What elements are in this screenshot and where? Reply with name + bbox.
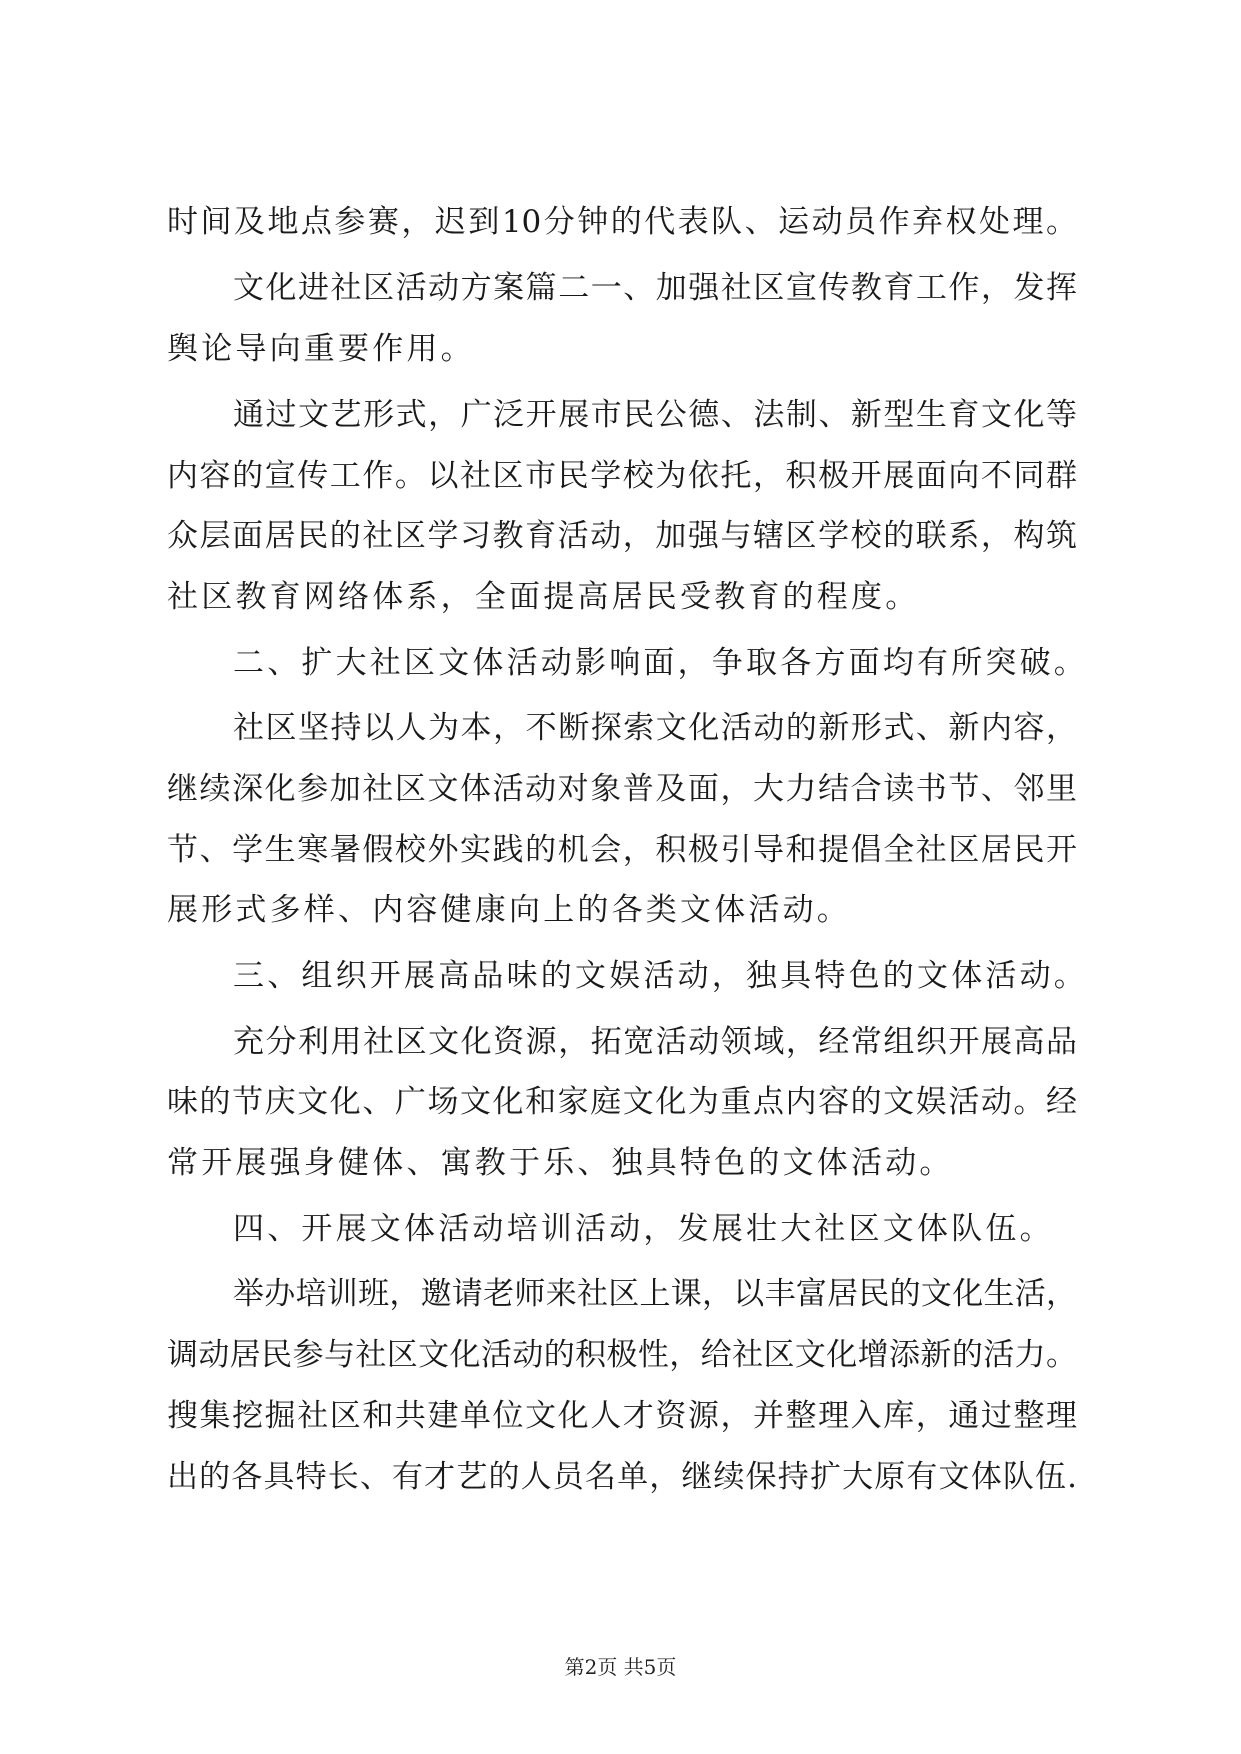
text-line: 味的节庆文化、广场文化和家庭文化为重点内容的文娱活动。经: [167, 1084, 1077, 1120]
text-line: 二、扩大社区文体活动影响面，争取各方面均有所突破。: [233, 645, 1088, 681]
text-line: 时间及地点参赛，迟到10分钟的代表队、运动员作弃权处理。: [167, 204, 1077, 240]
text-line: 充分利用社区文化资源，拓宽活动领域，经常组织开展高品: [233, 1024, 1077, 1060]
text-line: 通过文艺形式，广泛开展市民公德、法制、新型生育文化等: [233, 397, 1077, 433]
text-line: 社区教育网络体系，全面提高居民受教育的程度。: [167, 579, 920, 615]
text-line: 搜集挖掘社区和共建单位文化人才资源，并整理入库，通过整理: [167, 1398, 1077, 1434]
text-line: 社区坚持以人为本，不断探索文化活动的新形式、新内容，: [233, 710, 1077, 746]
text-line: 调动居民参与社区文化活动的积极性，给社区文化增添新的活力。: [167, 1337, 1077, 1373]
text-line: 展形式多样、内容健康向上的各类文体活动。: [167, 892, 851, 928]
text-line: 内容的宣传工作。以社区市民学校为依托，积极开展面向不同群: [167, 458, 1077, 494]
text-line: 三、组织开展高品味的文娱活动，独具特色的文体活动。: [233, 958, 1088, 994]
text-line: 继续深化参加社区文体活动对象普及面，大力结合读书节、邻里: [167, 771, 1077, 807]
text-line: 四、开展文体活动培训活动，发展壮大社区文体队伍。: [233, 1211, 1054, 1247]
text-line: 文化进社区活动方案篇二一、加强社区宣传教育工作，发挥: [233, 270, 1077, 306]
text-line: 举办培训班，邀请老师来社区上课，以丰富居民的文化生活，: [233, 1276, 1077, 1312]
text-line: 节、学生寒暑假校外实践的机会，积极引导和提倡全社区居民开: [167, 832, 1077, 868]
text-line: 众层面居民的社区学习教育活动，加强与辖区学校的联系，构筑: [167, 518, 1077, 554]
text-line: 常开展强身健体、寓教于乐、独具特色的文体活动。: [167, 1145, 954, 1181]
text-line: 出的各具特长、有才艺的人员名单，继续保持扩大原有文体队伍.: [167, 1459, 1077, 1495]
page-number-footer: 第2页 共5页: [564, 1655, 677, 1679]
text-line: 舆论导向重要作用。: [167, 331, 475, 367]
